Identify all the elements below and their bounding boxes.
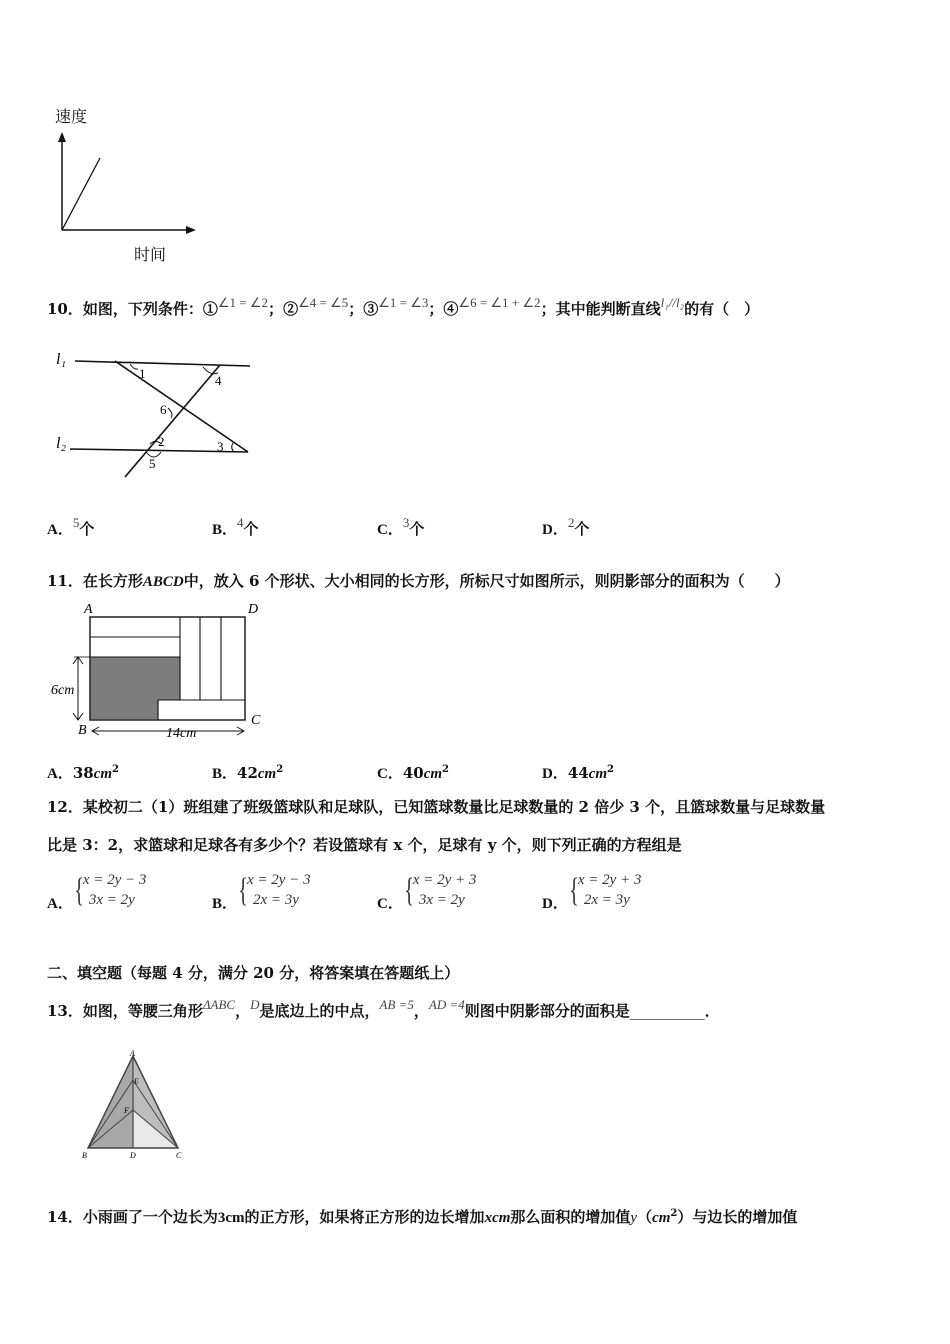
q13-label-a: A (130, 1050, 135, 1058)
q10-label-5: 5 (149, 456, 156, 471)
q13-figure (78, 1050, 193, 1165)
q11-label-width: 14cm (166, 726, 197, 741)
speed-axis-label: 速度 (55, 109, 88, 126)
q13-label-e: E (134, 1077, 139, 1086)
q12-option-d[interactable]: D．{ x = 2y + 3 2x = 3y (542, 870, 641, 910)
q10-option-a[interactable]: A．5个 (47, 515, 95, 538)
q10-label-1: 1 (139, 366, 146, 381)
q10-label-l2: l₂ (56, 435, 67, 452)
q11-option-b[interactable]: B．$42cm^2$ (212, 764, 284, 782)
q11-figure (48, 600, 268, 745)
q11-option-a[interactable]: A．$38cm^2$ (47, 764, 120, 782)
q11-label-b: B (78, 723, 87, 738)
q13-label-d: D (130, 1151, 136, 1160)
q10-label-3: 3 (217, 439, 224, 454)
q11-option-c[interactable]: C．$40cm^2$ (377, 764, 450, 782)
q11-option-d[interactable]: D．$44cm^2$ (542, 764, 615, 782)
time-axis-label: 时间 (134, 247, 167, 264)
q11-stem: 11．在长方形ABCD中，放入 6 个形状、大小相同的长方形，所标尺寸如图所示，则阴影部分的面积为（ ） (47, 572, 790, 590)
section-2-title: 二、填空题（每题 4 分，满分 20 分，将答案填在答题纸上） (47, 964, 460, 982)
q10-stem: 10．如图，下列条件：①∠1 = ∠2；②∠4 = ∠5；③∠1 = ∠3；④∠6 = ∠1 + ∠2；其中能判断直线l₁//l₂的有（ ） (47, 295, 760, 318)
q12-option-b[interactable]: B．{ x = 2y − 3 2x = 3y (212, 870, 311, 910)
q11-label-d: D (248, 602, 259, 617)
q10-option-d[interactable]: D．2个 (542, 515, 590, 538)
q10-figure (50, 340, 260, 485)
q10-option-b[interactable]: B．4个 (212, 515, 259, 538)
q11-label-c: C (251, 713, 261, 728)
q10-label-l1: l₁ (56, 351, 67, 368)
q13-label-c: C (176, 1151, 182, 1160)
q13-label-b: B (82, 1151, 87, 1160)
q12-stem-line1: 12．某校初二（1）班组建了班级篮球队和足球队，已知篮球数量比足球数量的 2 倍少 3 个，且篮球数量与足球数量 (47, 798, 826, 816)
q11-label-a: A (84, 602, 93, 617)
q12-option-a[interactable]: A．{ x = 2y − 3 3x = 2y (47, 870, 146, 910)
q10-label-2: 2 (158, 434, 165, 449)
q13-stem: 13．如图，等腰三角形ΔABC，D是底边上的中点，AB =5，AD =4则图中阴影部分的面积是__________． (47, 997, 720, 1020)
q12-option-c[interactable]: C．{ x = 2y + 3 3x = 2y (377, 870, 476, 910)
q14-stem: 14．小雨画了一个边长为3cm的正方形，如果将正方形的边长增加xcm那么面积的增加值$y(cm^2)$与边长的增加值 (47, 1208, 798, 1226)
q10-label-6: 6 (160, 402, 167, 417)
q11-label-height: 6cm (51, 683, 75, 698)
q12-stem-line2: 比是 3：2，求篮球和足球各有多少个？若设篮球有 x 个，足球有 y 个，则下列正确的方程组是 (47, 836, 682, 854)
q10-label-4: 4 (215, 373, 222, 388)
q13-label-f: F (124, 1106, 129, 1115)
speed-time-graph (50, 130, 200, 240)
q10-option-c[interactable]: C．3个 (377, 515, 425, 538)
